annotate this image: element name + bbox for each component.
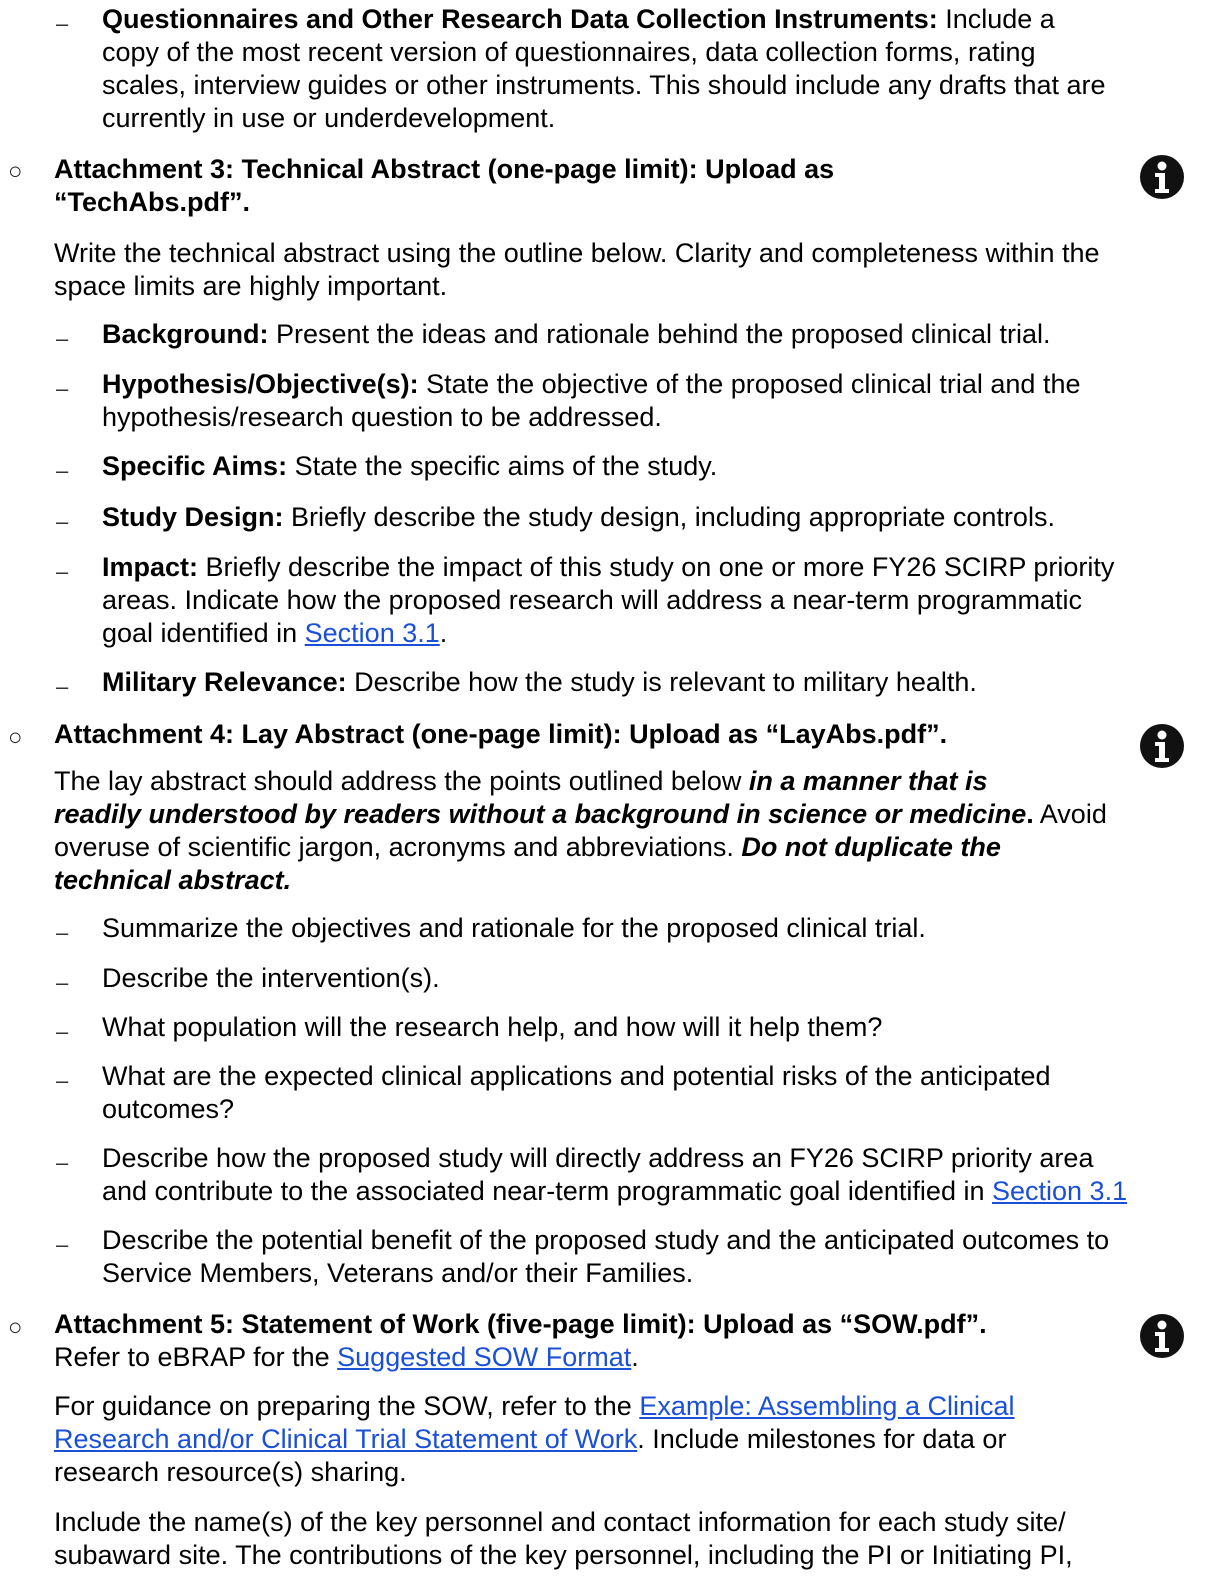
example-sow-link[interactable]: Research and/or Clinical Trial Statement of Work (54, 1424, 638, 1454)
questionnaires-text: Include a (937, 4, 1055, 34)
para-text: For guidance on preparing the SOW, refer to the (54, 1391, 640, 1421)
circle-bullet: ○ (8, 724, 23, 751)
section-3-1-link[interactable]: Section 3.1 (304, 618, 440, 648)
item-text: areas. Indicate how the proposed research will address a near-term programmatic (102, 585, 1082, 615)
circle-bullet: ○ (8, 158, 23, 185)
military-relevance-item (102, 666, 1202, 699)
para-emphasis: technical abstract. (54, 865, 292, 895)
dash-bullet: – (56, 1019, 69, 1044)
para-text: research resource(s) sharing. (54, 1457, 407, 1487)
dash-bullet: – (56, 1150, 69, 1175)
sow-guidance-paragraph (54, 1390, 1199, 1489)
item-text: State the specific aims of the study. (287, 451, 718, 481)
info-circle-icon[interactable] (1140, 155, 1184, 199)
item-text: goal identified in (102, 618, 305, 648)
item-text: Describe how the proposed study will directly address an FY26 SCIRP priority area (102, 1143, 1094, 1173)
dash-bullet: – (56, 376, 69, 401)
list-item: Describe the intervention(s). (102, 963, 440, 993)
section-3-1-link[interactable]: Section 3.1 (992, 1176, 1128, 1206)
background-item (102, 318, 1202, 351)
para-bold: . (1026, 799, 1034, 829)
dash-bullet: – (56, 1232, 69, 1257)
questionnaires-item (102, 3, 1202, 135)
questionnaires-line: copy of the most recent version of questionnaires, data collection forms, rating (102, 37, 1036, 67)
attachment5-heading: Attachment 5: Statement of Work (five-page limit): Upload as “SOW.pdf”. (54, 1309, 987, 1339)
item-text: Describe how the study is relevant to military health. (346, 667, 977, 697)
heading-line: Attachment 3: Technical Abstract (one-page limit): Upload as (54, 154, 835, 184)
para-text: The lay abstract should address the points outlined below (54, 766, 749, 796)
list-item (102, 1224, 1202, 1290)
item-label: Impact: (102, 552, 199, 582)
info-circle-icon[interactable] (1140, 1314, 1184, 1358)
item-text: Service Members, Veterans and/or their Families. (102, 1258, 694, 1288)
para-text: overuse of scientific jargon, acronyms and abbreviations. (54, 832, 742, 862)
para-text: . Include milestones for data or (637, 1424, 1007, 1454)
dash-bullet: – (56, 674, 69, 699)
hypothesis-item (102, 368, 1202, 434)
example-sow-link[interactable]: Example: Assembling a Clinical (639, 1391, 1015, 1421)
study-design-item (102, 501, 1202, 534)
intro-line: Write the technical abstract using the outline below. Clarity and completeness within the (54, 238, 1100, 268)
para-emphasis: in a manner that is (748, 766, 988, 796)
questionnaires-line: scales, interview guides or other instruments. This should include any drafts that are (102, 70, 1106, 100)
circle-bullet: ○ (8, 1314, 23, 1341)
item-text: Briefly describe the impact of this study on one or more FY26 SCIRP priority (198, 552, 1115, 582)
para-text: Include the name(s) of the key personnel and contact information for each study site/ (54, 1507, 1066, 1537)
para-emphasis: readily understood by readers without a background in science or medicine (54, 799, 1027, 829)
list-item (102, 1060, 1202, 1126)
item-label: Military Relevance: (102, 667, 347, 697)
intro-line: space limits are highly important. (54, 271, 448, 301)
item-label: Specific Aims: (102, 451, 288, 481)
item-label: Hypothesis/Objective(s): (102, 369, 419, 399)
questionnaires-label: Questionnaires and Other Research Data Collection Instruments: (102, 4, 938, 34)
specific-aims-item (102, 450, 1202, 483)
item-text: Present the ideas and rationale behind the proposed clinical trial. (268, 319, 1051, 349)
suggested-sow-format-link[interactable]: Suggested SOW Format (337, 1342, 632, 1372)
attachment3-heading (54, 153, 1199, 219)
attachment4-heading: Attachment 4: Lay Abstract (one-page limit): Upload as “LayAbs.pdf”. (54, 719, 948, 749)
dash-bullet: – (56, 326, 69, 351)
questionnaires-line: currently in use or underdevelopment. (102, 103, 556, 133)
dash-bullet: – (56, 559, 69, 584)
list-item: What population will the research help, and how will it help them? (102, 1012, 883, 1042)
dash-bullet: – (56, 509, 69, 534)
dash-bullet: – (56, 458, 69, 483)
dash-bullet: – (56, 11, 69, 36)
item-text: Describe the potential benefit of the proposed study and the anticipated outcomes to (102, 1225, 1110, 1255)
list-item: Summarize the objectives and rationale for the proposed clinical trial. (102, 913, 926, 943)
para-text: subaward site. The contributions of the key personnel, including the PI or Initiating PI, (54, 1540, 1073, 1570)
info-circle-icon[interactable] (1140, 724, 1184, 768)
para-emphasis: Do not duplicate the (741, 832, 1001, 862)
item-label: Study Design: (102, 502, 284, 532)
refer-text: Refer to eBRAP for the (54, 1342, 338, 1372)
item-text: State the objective of the proposed clinical trial and the (418, 369, 1081, 399)
sow-personnel-paragraph (54, 1506, 1199, 1572)
item-text: hypothesis/research question to be addressed. (102, 402, 662, 432)
attachment4-paragraph (54, 765, 1199, 897)
list-item (102, 1142, 1202, 1208)
dash-bullet: – (56, 1068, 69, 1093)
item-text: . (439, 618, 448, 648)
item-label: Background: (102, 319, 269, 349)
item-text: and contribute to the associated near-term programmatic goal identified in (102, 1176, 992, 1206)
attachment5-heading-block (54, 1308, 1199, 1374)
para-text: Avoid (1033, 799, 1107, 829)
item-text: outcomes? (102, 1094, 235, 1124)
dash-bullet: – (56, 920, 69, 945)
item-text: What are the expected clinical applications and potential risks of the anticipated (102, 1061, 1051, 1091)
dash-bullet: – (56, 970, 69, 995)
attachment3-intro (54, 237, 1199, 303)
heading-line: “TechAbs.pdf”. (54, 187, 251, 217)
refer-text: . (631, 1342, 639, 1372)
item-text: Briefly describe the study design, including appropriate controls. (283, 502, 1055, 532)
impact-item (102, 551, 1202, 650)
